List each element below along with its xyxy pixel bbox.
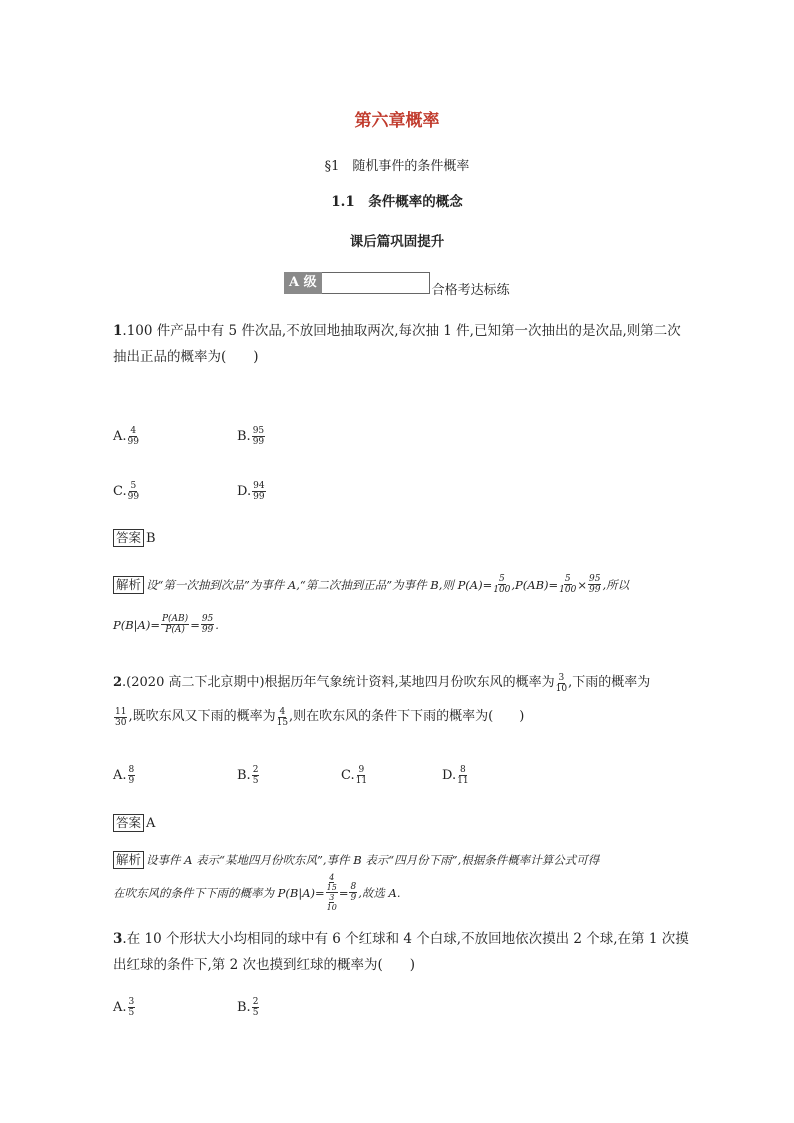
option-letter: D. [442,768,457,783]
numerator: 8 [128,765,135,775]
level-box [322,272,430,294]
level-label: 合格考达标练 [431,283,510,298]
numerator: 3 [558,672,565,683]
question-1 [113,318,681,370]
option-c [113,481,140,502]
option-letter: B. [237,768,251,783]
option-b [237,765,260,786]
numerator: 5 [564,574,571,584]
numerator: 95 [201,614,214,624]
analysis-text: 在吹东风的条件下下雨的概率为 P(B|A)= [113,885,325,900]
question-2 [113,670,650,730]
question-text: ,则在吹东风的条件下下雨的概率为( ) [289,709,525,724]
option-letter: C. [341,768,355,783]
numerator: 95 [252,426,265,436]
numerator: 5 [498,574,505,584]
denominator: 30 [115,717,127,728]
denominator: 100 [493,585,511,595]
numerator: 8 [350,882,357,892]
analysis-row-2 [113,614,219,635]
option-b [237,997,260,1018]
fraction [559,574,576,595]
question-text: 出红球的条件下,第 2 次也摸到红球的概率为( ) [113,957,415,973]
denominator: 99 [253,492,265,502]
option-b [237,426,266,447]
numerator: 4 [130,426,137,436]
option-a [113,765,136,786]
level-tag: A 级 [284,272,322,294]
fraction [161,614,189,635]
option-fraction [128,765,136,786]
question-number: 3 [113,931,123,947]
fraction [556,673,567,694]
option-letter: A. [113,1000,127,1015]
numerator: 9 [358,765,365,775]
option-c [341,765,368,786]
denominator: 9 [128,776,135,786]
denominator: P(A) [165,625,185,635]
question-text: .100 件产品中有 5 件次品,不放回地抽取两次,每次抽 1 件,已知第一次抽出的是次品,则第二次 [122,323,681,339]
denominator: 99 [127,437,139,447]
option-letter: B. [237,429,251,444]
analysis-text: . [215,617,219,632]
question-text: ,既吹东风又下雨的概率为 [128,709,276,724]
option-fraction [356,765,367,786]
question-number: 2 [113,675,123,690]
compound-fraction [326,873,338,912]
compound-denominator [327,893,337,912]
subsection-title: 1.1 条件概率的概念 [331,194,463,210]
answer-value: A [146,815,156,831]
analysis-text: 设事件 A 表示“某地四月份吹东风”,事件 B 表示“四月份下雨”,根据条件概率计算公式可得 [146,853,600,867]
practice-title: 课后篇巩固提升 [349,234,445,250]
denominator: 10 [326,903,337,912]
answer-row [113,814,155,832]
question-number: 1 [113,323,123,339]
denominator: 15 [326,883,337,892]
option-fraction [128,426,139,447]
numerator: 4 [279,706,286,717]
denominator: 11 [355,776,368,786]
denominator: 100 [559,585,577,595]
question-text: .在 10 个形状大小均相同的球中有 6 个红球和 4 个白球,不放回地依次摸出 2 个球,在第 1 次摸 [122,931,689,947]
analysis-text: ,P(AB)= [511,577,559,592]
option-letter: D. [237,484,252,499]
question-text: .(2020 高二下北京期中)根据历年气象统计资料,某地四月份吹东风的概率为 [122,675,555,690]
analysis-row [113,851,599,869]
answer-badge: 答案 [113,814,144,832]
numerator: 94 [253,481,265,491]
option-letter: A. [113,768,127,783]
numerator: P(AB) [161,614,189,624]
analysis-row [113,574,629,595]
fraction [349,882,357,903]
equals-sign: = [338,885,349,900]
option-d [442,765,470,786]
option-letter: B. [237,1000,251,1015]
option-fraction [252,765,260,786]
denominator: 99 [252,437,265,447]
numerator: 3 [128,997,135,1007]
analysis-badge: 解析 [113,851,144,869]
numerator: 3 [329,893,335,902]
option-fraction [128,481,139,502]
question-3 [113,926,689,978]
denominator: 5 [128,1008,135,1018]
option-a [113,426,140,447]
denominator: 10 [555,683,568,694]
compound-numerator [326,873,338,893]
option-d [237,481,267,502]
option-fraction [252,997,260,1018]
fraction [201,614,214,635]
denominator: 99 [589,585,601,595]
option-fraction [128,997,136,1018]
option-fraction [252,481,265,502]
option-fraction [252,426,265,447]
times-sign: × [577,577,587,592]
numerator: 4 [329,873,335,882]
fraction [277,707,288,728]
answer-badge: 答案 [113,529,144,547]
numerator: 2 [252,765,259,775]
denominator: 5 [252,776,259,786]
answer-row [113,529,156,547]
denominator: 9 [350,893,357,903]
analysis-row-2 [113,873,400,912]
answer-value: B [146,530,156,546]
section-title: §1 随机事件的条件概率 [324,159,470,174]
fraction [493,574,510,595]
fraction [588,574,601,595]
analysis-text: ,所以 [602,577,630,592]
analysis-text: P(B|A)= [113,617,160,632]
option-fraction [457,765,468,786]
analysis-badge: 解析 [113,576,144,594]
analysis-text: 设“第一次抽到次品”为事件 A,“第二次抽到正品”为事件 B,则 P(A)= [146,577,493,592]
option-letter: A. [113,429,127,444]
numerator: 8 [459,765,466,775]
level-banner [284,270,510,298]
option-letter: C. [113,484,127,499]
question-text: ,下雨的概率为 [568,675,651,690]
equals-sign: = [190,617,200,632]
denominator: 5 [252,1008,259,1018]
numerator: 11 [115,706,127,717]
denominator: 99 [201,625,214,635]
chapter-title: 第六章概率 [354,111,440,131]
denominator: 15 [276,717,289,728]
denominator: 99 [127,492,140,502]
analysis-text: ,故选 A. [358,885,401,900]
option-a [113,997,136,1018]
fraction [114,707,127,728]
numerator: 95 [589,574,601,584]
numerator: 2 [252,997,259,1007]
numerator: 5 [130,481,137,491]
denominator: 11 [457,776,469,786]
question-text: 抽出正品的概率为( ) [113,349,259,365]
